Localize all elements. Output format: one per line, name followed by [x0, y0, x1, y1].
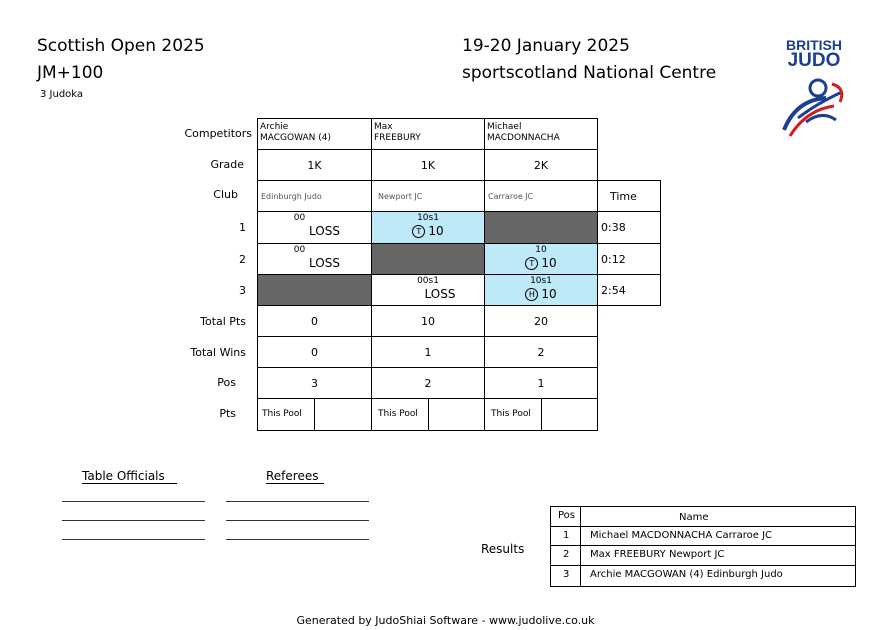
category-title: JM+100 — [37, 63, 104, 83]
competitor-3-total-pts: 20 — [484, 305, 598, 337]
r3-time: 2:54 — [597, 274, 661, 306]
competitor-2-pool-pts: This Pool — [371, 398, 485, 431]
tokui-waza-icon: T — [412, 225, 425, 238]
british-judo-logo: BRITISH JUDO — [776, 38, 852, 148]
signature-line — [226, 501, 369, 502]
r2-competitor-3: 10 T 10 — [484, 243, 598, 275]
label-total-pts: Total Pts — [200, 315, 246, 328]
results-header-name: Name — [679, 512, 709, 523]
competitor-2-grade: 1K — [371, 149, 485, 181]
event-dates: 19-20 January 2025 — [462, 36, 630, 56]
judoka-count: 3 Judoka — [40, 89, 84, 100]
results-header-pos: Pos — [558, 510, 576, 521]
event-venue: sportscotland National Centre — [462, 63, 717, 83]
signature-line — [62, 539, 205, 540]
competitor-2-name: Max FREEBURY — [371, 118, 485, 150]
label-club: Club — [213, 188, 238, 201]
competitor-3-pos: 1 — [484, 367, 598, 399]
judo-figure-icon — [776, 70, 852, 140]
label-pos: Pos — [217, 376, 236, 389]
r3-competitor-2: 00s1 LOSS — [371, 274, 485, 306]
label-pts: Pts — [219, 407, 236, 420]
competitor-3-grade: 2K — [484, 149, 598, 181]
results-table — [550, 506, 856, 587]
competitor-1-grade: 1K — [257, 149, 372, 181]
label-total-wins: Total Wins — [190, 346, 246, 359]
r1-competitor-1: 00 LOSS — [257, 211, 372, 244]
results-row-pos: 1 — [563, 530, 570, 541]
competitor-2-total-wins: 1 — [371, 336, 485, 368]
label-round-1: 1 — [239, 221, 246, 234]
competitor-2-club: Newport JC — [371, 180, 485, 212]
table-officials-heading: Table Officials — [82, 469, 177, 484]
tokui-waza-icon: T — [525, 257, 538, 270]
results-row-name: Michael MACDONNACHA Carraroe JC — [590, 530, 773, 541]
label-round-3: 3 — [239, 284, 246, 297]
results-row-name: Archie MACGOWAN (4) Edinburgh Judo — [590, 569, 783, 580]
competitor-1-name: Archie MACGOWAN (4) — [257, 118, 372, 150]
signature-line — [226, 539, 369, 540]
r3-competitor-1-blocked — [257, 274, 372, 306]
competitor-2-total-pts: 10 — [371, 305, 485, 337]
signature-line — [62, 520, 205, 521]
signature-line — [226, 520, 369, 521]
results-row-pos: 3 — [563, 569, 570, 580]
label-grade: Grade — [210, 158, 244, 171]
r1-competitor-3-blocked — [484, 211, 598, 244]
results-label: Results — [481, 542, 525, 556]
signature-line — [62, 501, 205, 502]
hansoku-icon: H — [525, 288, 538, 301]
competitor-1-club: Edinburgh Judo — [257, 180, 372, 212]
results-row-pos: 2 — [563, 549, 570, 560]
competitor-1-pos: 3 — [257, 367, 372, 399]
competitor-3-name: Michael MACDONNACHA — [484, 118, 598, 150]
label-round-2: 2 — [239, 253, 246, 266]
competitor-1-total-wins: 0 — [257, 336, 372, 368]
r2-time: 0:12 — [597, 243, 661, 275]
event-title: Scottish Open 2025 — [37, 36, 205, 56]
time-header: Time — [597, 180, 661, 212]
label-competitors: Competitors — [184, 127, 252, 140]
results-row-name: Max FREEBURY Newport JC — [590, 549, 725, 560]
r2-competitor-1: 00 LOSS — [257, 243, 372, 275]
referees-heading: Referees — [266, 469, 324, 484]
r2-competitor-2-blocked — [371, 243, 485, 275]
r1-time: 0:38 — [597, 211, 661, 244]
competitor-3-club: Carraroe JC — [484, 180, 598, 212]
r1-competitor-2: 10s1 T 10 — [371, 211, 485, 244]
competitor-3-pool-pts: This Pool — [484, 398, 598, 431]
competitor-1-total-pts: 0 — [257, 305, 372, 337]
footer-credit: Generated by JudoShiai Software - www.judolive.co.uk — [296, 614, 595, 627]
competitor-2-pos: 2 — [371, 367, 485, 399]
r3-competitor-3: 10s1 H 10 — [484, 274, 598, 306]
competitor-1-pool-pts: This Pool — [257, 398, 372, 431]
competitor-3-total-wins: 2 — [484, 336, 598, 368]
